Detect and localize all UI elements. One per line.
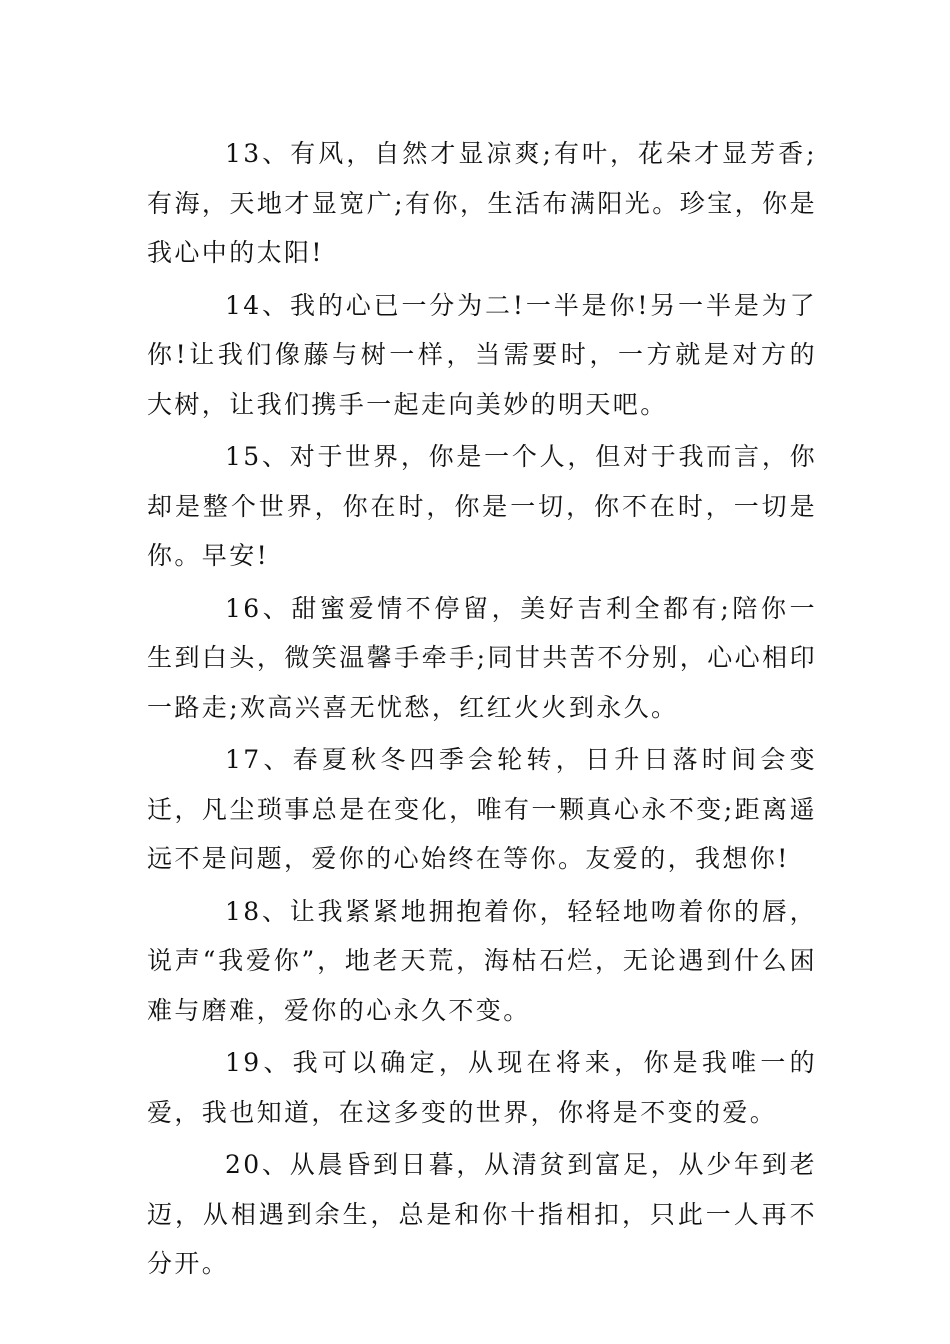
document-body bbox=[147, 129, 817, 1292]
paragraph-17: 17、春夏秋冬四季会轮转，日升日落时间会变迁，凡尘琐事总是在变化，唯有一颗真心永不变;距离遥远不是问题，爱你的心始终在等你。友爱的，我想你! bbox=[147, 745, 817, 873]
paragraph-13: 13、有风，自然才显凉爽;有叶，花朵才显芳香;有海，天地才显宽广;有你，生活布满阳光。珍宝，你是我心中的太阳! bbox=[147, 139, 817, 267]
paragraph-20: 20、从晨昏到日暮，从清贫到富足，从少年到老迈，从相遇到余生，总是和你十指相扣，只此一人再不分开。 bbox=[147, 1150, 817, 1278]
paragraph-18: 18、让我紧紧地拥抱着你，轻轻地吻着你的唇，说声“我爱你”，地老天荒，海枯石烂，无论遇到什么困难与磨难，爱你的心永久不变。 bbox=[147, 896, 817, 1025]
paragraph-19: 19、我可以确定，从现在将来，你是我唯一的爱，我也知道，在这多变的世界，你将是不变的爱。 bbox=[147, 1048, 817, 1127]
paragraph-16: 16、甜蜜爱情不停留，美好吉利全都有;陪你一生到白头，微笑温馨手牵手;同甘共苦不分别，心心相印一路走;欢高兴喜无忧愁，红红火火到永久。 bbox=[147, 593, 817, 722]
paragraph-15: 15、对于世界，你是一个人，但对于我而言，你却是整个世界，你在时，你是一切，你不在时，一切是你。早安! bbox=[147, 442, 817, 570]
paragraph-14: 14、我的心已一分为二!一半是你!另一半是为了你!让我们像藤与树一样，当需要时，一方就是对方的大树，让我们携手一起走向美妙的明天吧。 bbox=[147, 290, 817, 419]
